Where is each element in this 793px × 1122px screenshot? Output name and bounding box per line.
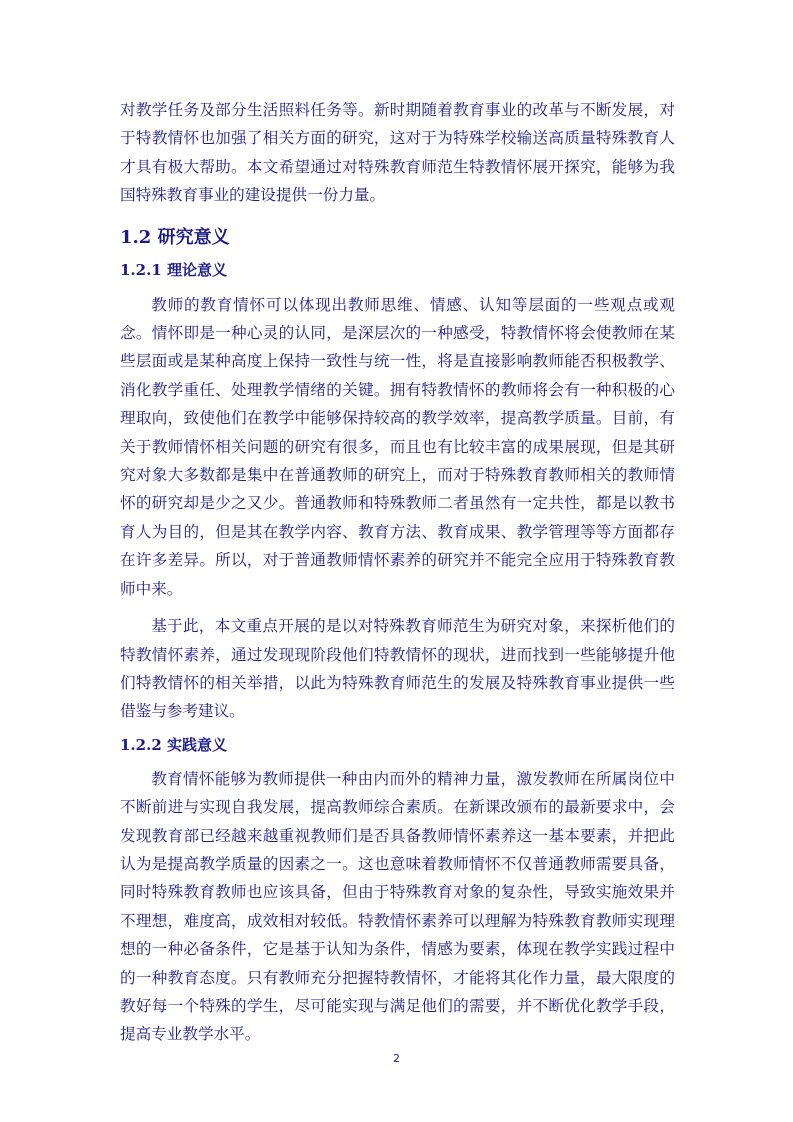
practice-heading: 1.2.2 实践意义 [120,735,227,754]
page-content [120,96,675,1049]
theory-heading: 1.2.1 理论意义 [120,260,227,279]
theory-paragraph-1: 教师的教育情怀可以体现出教师思维、情感、认知等层面的一些观点或观念。情怀即是一种心灵的认同，是深层次的一种感受，特教情怀将会使教师在某些层面或是某种高度上保持一致性与统一性，将是直接影响教师能否积极教学、消化教学重任、处理教学情绪的关键。拥有特教情怀的教师将会有一种积极的心理取向，致使他们在教学中能够保持较高的教学效率，提高教学质量。目前，有关于教师情怀相关问题的研究有很多，而且也有比较丰富的成果展现，但是其研究对象大多数都是集中在普通教师的研究上，而对于特殊教育教师相关的教师情怀的研究却是少之又少。普通教师和特殊教师二者虽然有一定共性，都是以教书育人为目的，但是其在教学内容、教育方法、教育成果、教学管理等等方面都存在许多差异。所以，对于普通教师情怀素养的研究并不能完全应用于特殊教育教师中来。 [120,295,675,598]
theory-paragraph-2: 基于此，本文重点开展的是以对特殊教育师范生为研究对象，来探析他们的特教情怀素养，通过发现现阶段他们特教情怀的现状，进而找到一些能够提升他们特教情怀的相关举措，以此为特殊教育师范生的发展及特殊教育事业提供一些借鉴与参考建议。 [120,617,675,721]
intro-paragraph: 对教学任务及部分生活照料任务等。新时期随着教育事业的改革与不断发展，对于特教情怀也加强了相关方面的研究，这对于为特殊学校输送高质量特殊教育人才具有极大帮助。本文希望通过对特殊教育师范生特教情怀展开探究，能够为我国特殊教育事业的建设提供一份力量。 [120,101,675,205]
page-number: 2 [393,1052,400,1065]
section-title: 1.2 研究意义 [120,226,230,248]
practice-paragraph-1: 教育情怀能够为教师提供一种由内而外的精神力量，激发教师在所属岗位中不断前进与实现自我发展，提高教师综合素质。在新课改颁布的最新要求中，会发现教育部已经越来越重视教师们是否具备教师情怀素养这一基本要素，并把此认为是提高教学质量的因素之一。这也意味着教师情怀不仅普通教师需要具备，同时特殊教育教师也应该具备，但由于特殊教育对象的复杂性，导致实施效果并不理想，难度高，成效相对较低。特教情怀素养可以理解为特殊教育教师实现理想的一种必备条件，它是基于认知为条件，情感为要素，体现在教学实践过程中的一种教育态度。只有教师充分把握特教情怀，才能将其化作力量，最大限度的教好每一个特殊的学生，尽可能实现与满足他们的需要，并不断优化教学手段，提高专业教学水平。 [120,769,675,1044]
